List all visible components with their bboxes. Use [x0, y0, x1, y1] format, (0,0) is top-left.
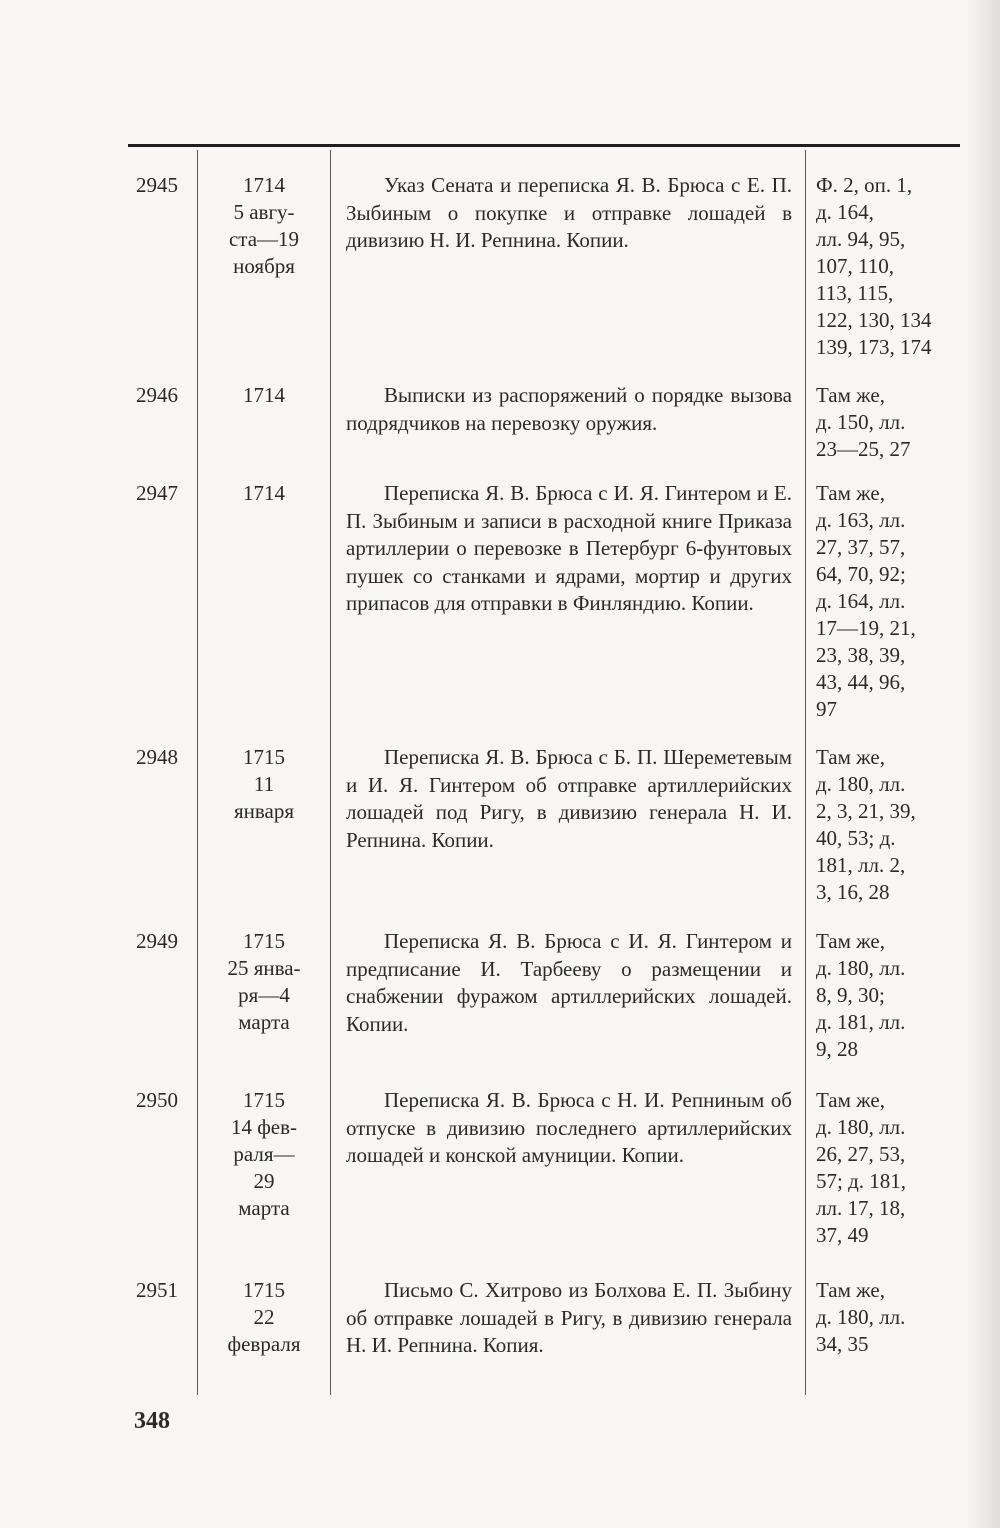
entry-reference: Там же, д. 180, лл. 8, 9, 30; д. 181, лл. 9, 28	[816, 929, 906, 1061]
entry-number: 2947	[136, 481, 178, 505]
entry-date: 1715 25 янва- ря—4 марта	[227, 929, 301, 1034]
column-divider-reference	[805, 150, 806, 1395]
entry-number: 2950	[136, 1088, 178, 1112]
entry-description: Письмо С. Хитрово из Болхова Е. П. Зыбину об отправке лошадей в Ригу, в дивизию генерала Н. И. Репнина. Копия.	[346, 1278, 792, 1357]
entry-reference: Ф. 2, оп. 1, д. 164, лл. 94, 95, 107, 110, 113, 115, 122, 130, 134 139, 173, 174	[816, 173, 932, 359]
entry-date: 1715 11 января	[233, 745, 295, 823]
entry-number: 2951	[136, 1278, 178, 1302]
entry-reference: Там же, д. 180, лл. 34, 35	[816, 1278, 906, 1356]
entry-date: 1715 22 февраля	[227, 1278, 301, 1356]
page-number: 348	[134, 1408, 170, 1434]
entry-date: 1715 14 фев- раля— 29 марта	[230, 1088, 298, 1220]
entry-description: Переписка Я. В. Брюса с И. Я. Гинтером и Е. П. Зыбиным и записи в расходной книге Приказа артиллерии о перевозке в Петербург 6-фунтовых пушек со станками и ядрами, мортир и других припасов для отправки в Финляндию. Копии.	[346, 481, 792, 615]
column-divider-date	[330, 150, 331, 1395]
top-rule	[128, 144, 960, 147]
entry-reference: Там же, д. 180, лл. 2, 3, 21, 39, 40, 53; д. 181, лл. 2, 3, 16, 28	[816, 745, 916, 904]
entry-description: Указ Сената и переписка Я. В. Брюса с Е. П. Зыбиным о покупке и отправке лошадей в дивизию Н. И. Репнина. Копии.	[346, 173, 792, 252]
entry-number: 2946	[136, 383, 178, 407]
entry-description: Переписка Я. В. Брюса с Н. И. Репниным об отпуске в дивизию последнего артиллерийских лошадей и конской амуниции. Копии.	[346, 1088, 792, 1167]
entry-reference: Там же, д. 163, лл. 27, 37, 57, 64, 70, 92; д. 164, лл. 17—19, 21, 23, 38, 39, 43, 44, 96, 97	[816, 481, 916, 721]
entry-number: 2945	[136, 173, 178, 197]
entry-description: Переписка Я. В. Брюса с И. Я. Гинтером и предписание И. Тарбееву о размещении и снабжении фуражом артиллерийских лошадей. Копии.	[346, 929, 792, 1036]
entry-reference: Там же, д. 180, лл. 26, 27, 53, 57; д. 181, лл. 17, 18, 37, 49	[816, 1088, 907, 1247]
entry-description: Переписка Я. В. Брюса с Б. П. Шереметевым и И. Я. Гинтером об отправке артиллерийских лошадей под Ригу, в дивизию генерала Н. И. Репнина. Копии.	[346, 745, 792, 852]
entry-date: 1714 5 авгу- ста—19 ноября	[228, 173, 300, 278]
entry-description: Выписки из распоряжений о порядке вызова подрядчиков на перевозку оружия.	[346, 383, 792, 435]
column-divider-number	[197, 150, 198, 1395]
entry-date: 1714	[243, 481, 285, 505]
entry-reference: Там же, д. 150, лл. 23—25, 27	[816, 383, 911, 461]
entry-number: 2949	[136, 929, 178, 953]
page-edge-shadow	[966, 0, 1000, 1528]
entry-date: 1714	[243, 383, 285, 407]
entry-number: 2948	[136, 745, 178, 769]
